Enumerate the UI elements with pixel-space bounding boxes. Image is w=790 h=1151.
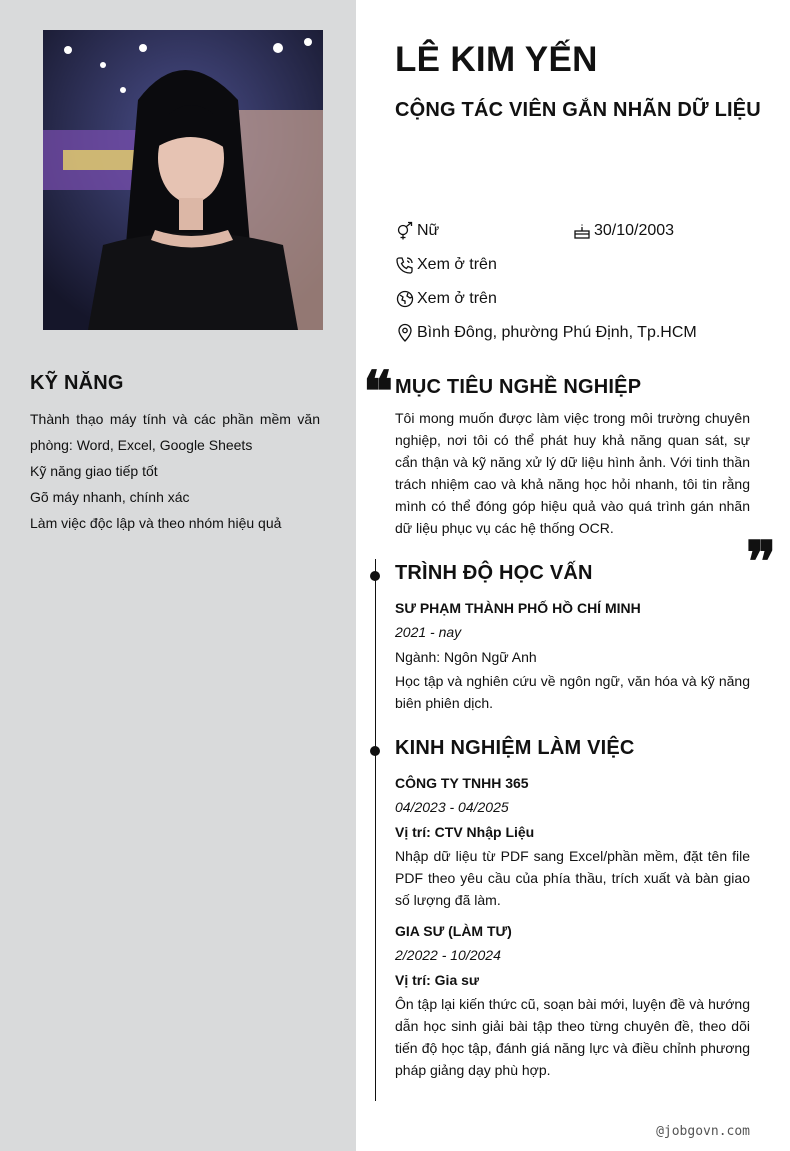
job-period: 04/2023 - 04/2025 <box>395 799 509 815</box>
education-title: TRÌNH ĐỘ HỌC VẤN <box>395 562 593 584</box>
experience-title: KINH NGHIỆM LÀM VIỆC <box>395 737 635 759</box>
job-role: Vị trí: Gia sư <box>395 972 480 988</box>
skills-list <box>30 406 320 536</box>
education-major: Ngành: Ngôn Ngữ Anh <box>395 649 537 665</box>
school-name: SƯ PHẠM THÀNH PHỐ HỒ CHÍ MINH <box>395 600 641 616</box>
info-gender <box>395 221 439 241</box>
timeline-dot <box>370 571 380 581</box>
skill-item: Thành thạo máy tính và các phần mềm văn phòng: Word, Excel, Google Sheets <box>30 411 320 453</box>
objective-title: MỤC TIÊU NGHỀ NGHIỆP <box>395 376 642 398</box>
job-role: Vị trí: CTV Nhập Liệu <box>395 824 535 840</box>
job-description: Nhập dữ liệu từ PDF sang Excel/phần mềm, đặt tên file PDF theo yêu cầu của phía thầu, trích xuất và bàn giao số lượng đã làm. <box>395 848 750 908</box>
quote-open-icon: ❝ <box>363 359 394 425</box>
objective-text: Tôi mong muốn được làm việc trong môi trường chuyên nghiệp, nơi tôi có thể phát huy khả năng quan sát, sự cẩn thận và kỹ năng xử lý dữ liệu hình ảnh. Với tinh thần trách nhiệm cao và khả năng học hỏi nhanh, tôi tin rằng mình có thể đóng góp hiệu quả vào quá trình gán nhãn dữ liệu phục vụ các hệ thống OCR. <box>395 410 750 536</box>
quote-close-icon: ❞ <box>746 529 777 595</box>
phone-value: Xem ở trên <box>417 256 497 273</box>
skill-item: Làm việc độc lập và theo nhóm hiệu quả <box>30 515 282 531</box>
birthday-value: 30/10/2003 <box>594 222 675 239</box>
address-value: Bình Đông, phường Phú Định, Tp.HCM <box>417 324 697 341</box>
education-description: Học tập và nghiên cứu về ngôn ngữ, văn hóa và kỹ năng biên phiên dịch. <box>395 673 750 711</box>
skill-item: Gõ máy nhanh, chính xác <box>30 489 190 505</box>
job-description: Ôn tập lại kiến thức cũ, soạn bài mới, luyện đề và hướng dẫn học sinh giải bài tập theo từng chuyên đề, theo dõi tiến độ học tập, đánh giá năng lực và điều chỉnh phương pháp giảng dạy phù hợp. <box>395 996 750 1078</box>
info-birthday <box>572 221 674 241</box>
cake-icon <box>572 221 592 241</box>
location-pin-icon <box>395 323 415 343</box>
gender-value: Nữ <box>417 222 440 239</box>
full-name: LÊ KIM YẾN <box>395 40 598 79</box>
education-period: 2021 - nay <box>395 624 462 640</box>
gender-icon <box>395 221 415 241</box>
info-phone <box>395 255 497 275</box>
profile-photo <box>43 30 323 330</box>
skills-title: KỸ NĂNG <box>30 372 124 394</box>
info-address <box>395 323 697 343</box>
globe-icon <box>395 289 415 309</box>
phone-icon <box>395 255 415 275</box>
info-website <box>395 289 497 309</box>
company-name: GIA SƯ (LÀM TƯ) <box>395 923 512 939</box>
watermark: @jobgovn.com <box>656 1124 750 1139</box>
job-period: 2/2022 - 10/2024 <box>395 947 501 963</box>
company-name: CÔNG TY TNHH 365 <box>395 775 529 791</box>
skill-item: Kỹ năng giao tiếp tốt <box>30 463 158 479</box>
timeline-dot <box>370 746 380 756</box>
job-title: CỘNG TÁC VIÊN GẮN NHÃN DỮ LIỆU <box>395 99 761 121</box>
timeline-line <box>375 559 376 1101</box>
website-value: Xem ở trên <box>417 290 497 307</box>
